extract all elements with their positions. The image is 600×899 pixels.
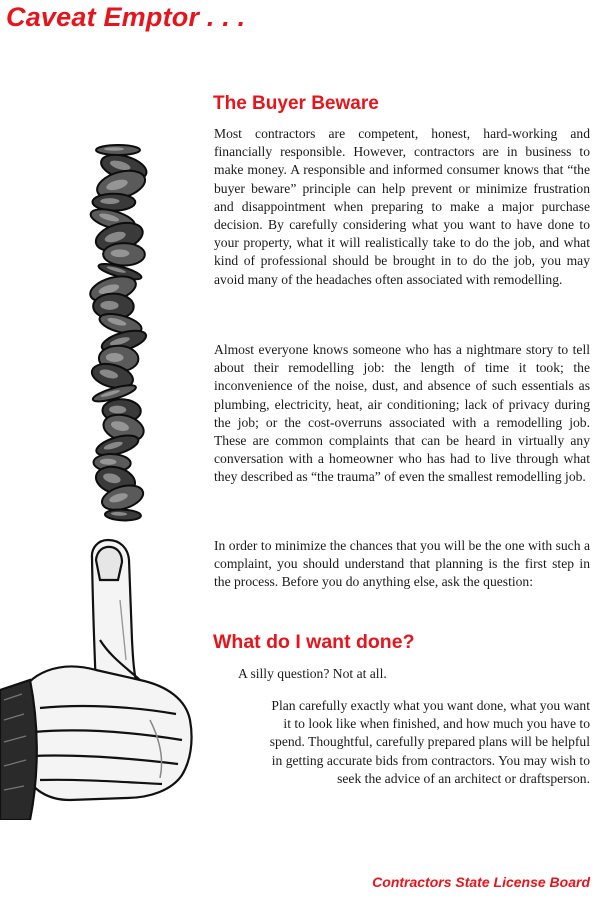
page-title: Caveat Emptor . . . (6, 2, 246, 32)
coin-highlight (104, 147, 124, 151)
thumbs-up-coin-flip-icon (0, 0, 220, 820)
paragraph-plan-carefully: Plan carefully exactly what you want done, what you want it to look like when finished, and how much you have to spend. Thoughtful, carefully prepared plans will be helpful in getting accurate bids from contractors. You may wish to seek the advice of an architect or draftsperson. (269, 698, 590, 786)
coin-stack (87, 145, 149, 521)
paragraph-planning: In order to minimize the chances that you will be the one with such a complaint, you should understand that planning is the first step in the process. Before you do anything else, ask the question: (214, 538, 590, 590)
paragraph-nightmare-story: Almost everyone knows someone who has a nightmare story to tell about their remodelling job: the length of time it took; the inconvenience of the noise, dust, and absence of such essentials as plumbing, electricity, heat, air conditioning; lack of privacy during the job; or the cost-overruns associated with a remodelling job. These are common complaints that can be heard in virtually any conversation with a homeowner who has had to live through what they described as “the trauma” of even the smallest remodelling job. (214, 342, 590, 485)
footer-organization: Contractors State License Board (372, 874, 590, 890)
paragraph-silly-question: A silly question? Not at all. (238, 666, 387, 681)
section-heading-buyer-beware: The Buyer Beware (213, 93, 379, 114)
section-heading-what-do-i-want: What do I want done? (213, 631, 415, 653)
thumbs-up-hand (0, 540, 192, 820)
paragraph-intro: Most contractors are competent, honest, hard-working and financially responsible. However, contractors are in business to make money. A responsible and informed consumer knows that “the buyer beware” principle can help prevent or minimize frustration and disappointment when preparing to make a major purchase decision. By carefully considering what you want to have done to your property, what it will realistically take to do the job, and what kind of professional should be brought in to do the job, you may avoid many of the headaches often associated with remodelling. (214, 126, 590, 287)
